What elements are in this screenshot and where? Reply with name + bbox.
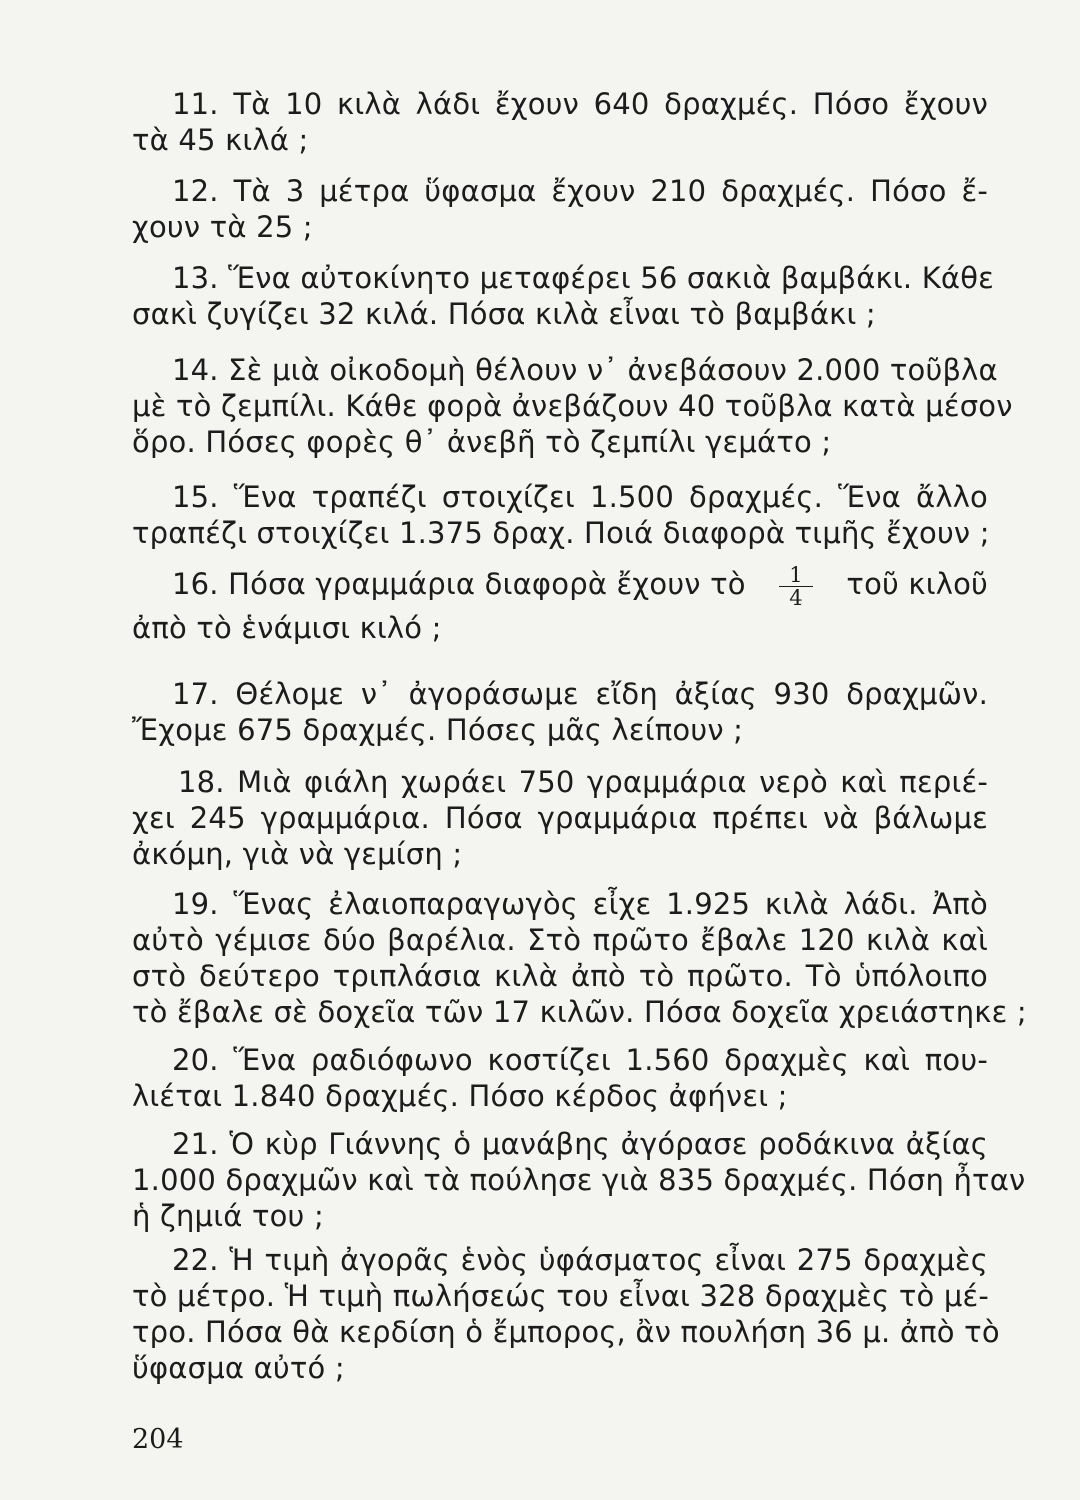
problem-line: 12. Τὰ 3 μέτρα ὕφασμα ἔχουν 210 δραχμές. Πόσο ἔ-: [172, 174, 988, 208]
problem-line: στὸ δεύτερο τριπλάσια κιλὰ ἀπὸ τὸ πρῶτο. Τὸ ὑπόλοιπο: [132, 959, 988, 993]
problem-18: [132, 764, 988, 872]
problem-22: [132, 1242, 1000, 1386]
problem-line: Ἔχομε 675 δραχμές. Πόσες μᾶς λείπουν ;: [132, 713, 744, 747]
fraction: [779, 564, 813, 609]
problem-line: 18. Μιὰ φιάλη χωράει 750 γραμμάρια νερὸ καὶ περιέ-: [178, 765, 988, 799]
problem-line: μὲ τὸ ζεμπίλι. Κάθε φορὰ ἀνεβάζουν 40 τοῦβλα κατὰ μέσον: [132, 389, 1013, 423]
problem-line: 14. Σὲ μιὰ οἰκοδομὴ θέλουν ν᾽ ἀνεβάσουν 2.000 τοῦβλα: [172, 353, 998, 387]
problem-line: 19. Ἕνας ἐλαιοπαραγωγὸς εἶχε 1.925 κιλὰ λάδι. Ἀπὸ: [172, 887, 988, 921]
problem-line: 22. Ἡ τιμὴ ἀγορᾶς ἑνὸς ὑφάσματος εἶναι 275 δραχμὲς: [172, 1243, 988, 1277]
problem-12: [132, 173, 988, 245]
problem-text-part: τοῦ κιλοῦ: [846, 567, 988, 601]
problem-line: ἀκόμη, γιὰ νὰ γεμίση ;: [132, 837, 463, 871]
problem-line: 13. Ἕνα αὐτοκίνητο μεταφέρει 56 σακιὰ βαμβάκι. Κάθε: [172, 261, 995, 295]
problem-16: [132, 562, 988, 646]
problem-line: ὅρο. Πόσες φορὲς θ᾽ ἀνεβῆ τὸ ζεμπίλι γεμάτο ;: [132, 425, 832, 459]
problem-line: τρο. Πόσα θὰ κερδίση ὁ ἔμπορος, ἂν πουλήση 36 μ. ἀπὸ τὸ: [132, 1315, 1000, 1349]
problem-line: [132, 562, 988, 610]
problem-line: 11. Τὰ 10 κιλὰ λάδι ἔχουν 640 δραχμές. Πόσο ἔχουν: [172, 87, 988, 121]
problem-line: ἡ ζημιά του ;: [132, 1199, 324, 1233]
problem-line: ἀπὸ τὸ ἑνάμισι κιλό ;: [132, 611, 442, 645]
problem-line: χουν τὰ 25 ;: [132, 210, 313, 244]
problem-line: τὰ 45 κιλά ;: [132, 123, 309, 157]
problem-11: [132, 86, 988, 158]
problem-17: [132, 676, 988, 748]
problem-line: τραπέζι στοιχίζει 1.375 δραχ. Ποιά διαφορὰ τιμῆς ἔχουν ;: [132, 516, 990, 550]
problem-line: χει 245 γραμμάρια. Πόσα γραμμάρια πρέπει νὰ βάλωμε: [132, 801, 988, 835]
problem-14: [132, 352, 1013, 460]
problem-21: [132, 1126, 1026, 1234]
problem-line: 1.000 δραχμῶν καὶ τὰ πούλησε γιὰ 835 δραχμές. Πόση ἦταν: [132, 1163, 1026, 1197]
problem-line: σακὶ ζυγίζει 32 κιλά. Πόσα κιλὰ εἶναι τὸ βαμβάκι ;: [132, 297, 876, 331]
problem-line: 21. Ὁ κὺρ Γιάννης ὁ μανάβης ἀγόρασε ροδάκινα ἀξίας: [172, 1127, 988, 1161]
problem-13: [132, 260, 995, 332]
problem-20: [132, 1042, 988, 1114]
problem-line: 20. Ἕνα ραδιόφωνο κοστίζει 1.560 δραχμὲς καὶ που-: [172, 1043, 988, 1077]
problem-line: αὐτὸ γέμισε δύο βαρέλια. Στὸ πρῶτο ἔβαλε 120 κιλὰ καὶ: [132, 923, 988, 957]
fraction-numerator: 1: [779, 564, 813, 587]
problem-line: 17. Θέλομε ν᾽ ἀγοράσωμε εἴδη ἀξίας 930 δραχμῶν.: [172, 677, 988, 711]
problem-text-part: 16. Πόσα γραμμάρια διαφορὰ ἔχουν τὸ: [172, 567, 746, 601]
problem-15: [132, 479, 988, 551]
problem-line: 15. Ἕνα τραπέζι στοιχίζει 1.500 δραχμές. Ἕνα ἄλλο: [172, 480, 988, 514]
problem-line: τὸ μέτρο. Ἡ τιμὴ πωλήσεώς του εἶναι 328 δραχμὲς τὸ μέ-: [132, 1279, 990, 1313]
problem-line: λιέται 1.840 δραχμές. Πόσο κέρδος ἀφήνει ;: [132, 1079, 788, 1113]
page-number: 204: [132, 1424, 184, 1455]
fraction-denominator: 4: [789, 585, 803, 610]
problem-19: [132, 886, 1027, 1030]
problem-line: ὕφασμα αὐτό ;: [132, 1351, 345, 1385]
problem-line: τὸ ἔβαλε σὲ δοχεῖα τῶν 17 κιλῶν. Πόσα δοχεῖα χρειάστηκε ;: [132, 995, 1027, 1029]
